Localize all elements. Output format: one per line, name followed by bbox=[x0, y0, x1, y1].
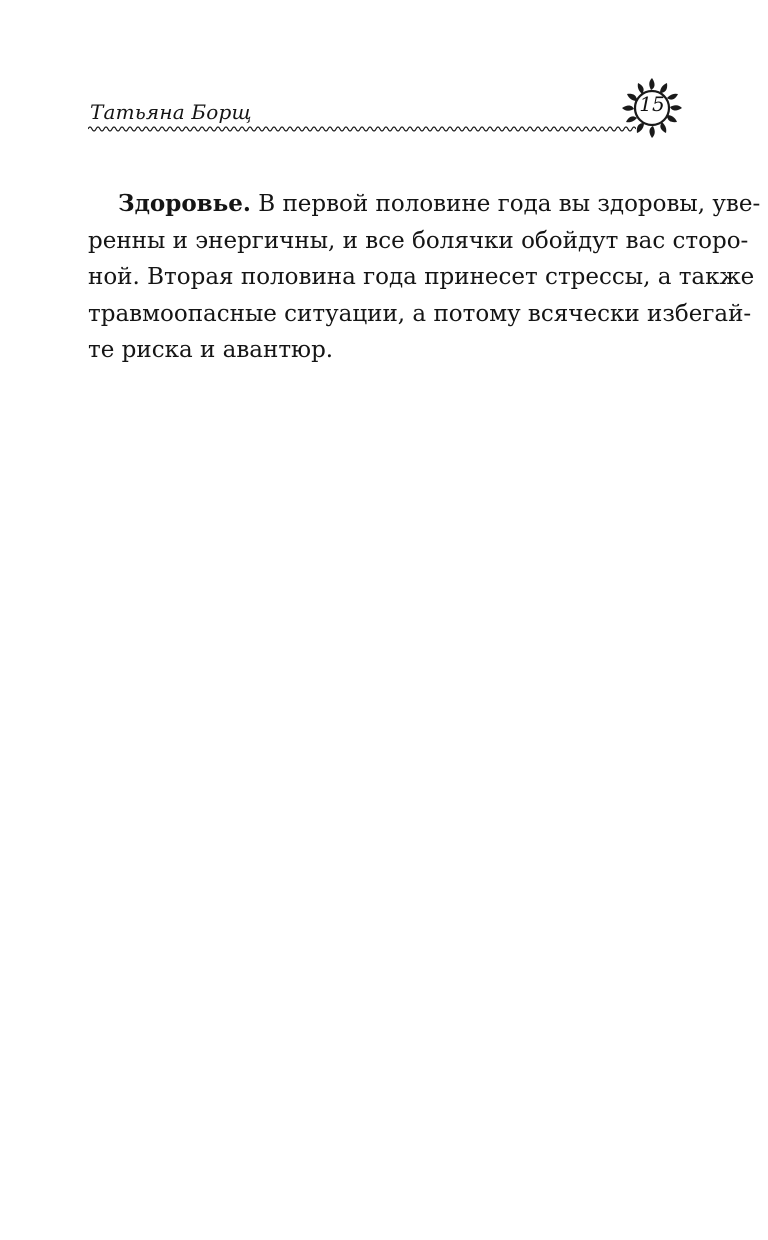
body-text bbox=[88, 186, 761, 369]
wavy-rule bbox=[88, 125, 636, 133]
paragraph-line-2: ренны и энергичны, и все болячки обойдут вас сторо- bbox=[88, 227, 749, 254]
paragraph-line-3: ной. Вторая половина года принесет стрессы, а также bbox=[88, 264, 755, 290]
paragraph-line-4: травмоопасные ситуации, а потому всячески избегай- bbox=[88, 300, 752, 327]
paragraph-line-1-text: В первой половине года вы здоровы, уве- bbox=[250, 191, 761, 217]
paragraph-line-5: те риска и авантюр. bbox=[88, 337, 334, 363]
section-heading: Здоровье. bbox=[118, 190, 251, 217]
paragraph-line-1 bbox=[88, 186, 761, 223]
page-header bbox=[88, 72, 688, 152]
running-head-author: Татьяна Борщ bbox=[90, 100, 252, 124]
page-number: 15 bbox=[639, 92, 665, 116]
